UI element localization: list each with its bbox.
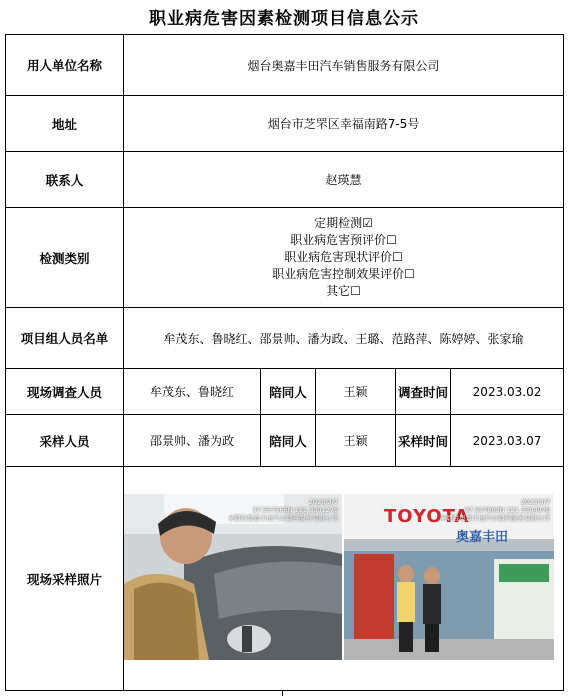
dealership-sign-cn: 奥嘉丰田	[456, 530, 509, 545]
photos-strip	[124, 494, 564, 660]
row-category	[6, 208, 564, 308]
category-label: 检测类别	[6, 208, 124, 308]
address-value: 烟台市芝罘区幸福南路7-5号	[124, 96, 564, 152]
page-edge-mark	[282, 690, 283, 696]
survey-accompany-value: 王颖	[316, 369, 396, 415]
photos-cell	[124, 467, 564, 691]
row-sampling	[6, 415, 564, 467]
dealership-sign-latin: TOYOTA	[384, 506, 470, 527]
survey-time-value: 2023.03.02	[451, 369, 564, 415]
row-contact	[6, 152, 564, 208]
photo-right-company: #烟台奥嘉丰田汽车销售服务有限公司	[440, 514, 550, 522]
info-table	[5, 34, 564, 691]
option-other: 其它☐	[326, 284, 361, 298]
page-title: 职业病危害因素检测项目信息公示	[149, 9, 419, 29]
photo-sampling-worker	[124, 494, 342, 660]
team-value: 牟茂东、鲁晓红、邵景帅、潘为政、王璐、范路萍、陈婷婷、张家瑜	[124, 308, 564, 369]
option-status-evaluation: 职业病危害现状评价☐	[284, 250, 403, 264]
category-options	[124, 208, 564, 308]
team-label: 项目组人员名单	[6, 308, 124, 369]
photo-right-date: 2023/3/7	[520, 498, 550, 506]
contact-label: 联系人	[6, 152, 124, 208]
survey-time-label: 调查时间	[396, 369, 451, 415]
row-photos	[6, 467, 564, 691]
option-control-evaluation: 职业病危害控制效果评价☐	[272, 267, 415, 281]
sampling-accompany-label: 陪同人	[261, 415, 316, 467]
survey-value: 牟茂东、鲁晓红	[124, 369, 261, 415]
photo-left-date: 2023/3/7	[308, 498, 338, 506]
employer-label: 用人单位名称	[6, 35, 124, 96]
photos-label: 现场采样照片	[6, 467, 124, 691]
employer-value: 烟台奥嘉丰田汽车销售服务有限公司	[124, 35, 564, 96]
sampling-accompany-value: 王颖	[316, 415, 396, 467]
option-pre-evaluation: 职业病危害预评价☐	[290, 233, 397, 247]
row-survey	[6, 369, 564, 415]
photo-right-coords: 37.557883N 121.330497E	[464, 506, 550, 514]
survey-label: 现场调查人员	[6, 369, 124, 415]
row-team	[6, 308, 564, 369]
contact-value: 赵瑛慧	[124, 152, 564, 208]
photo-dealership-front	[344, 494, 554, 660]
option-periodic: 定期检测☑	[314, 216, 373, 230]
sampling-time-label: 采样时间	[396, 415, 451, 467]
row-address	[6, 96, 564, 152]
row-employer	[6, 35, 564, 96]
address-label: 地址	[6, 96, 124, 152]
photo-left-coords: 37.557565N 121.330127E	[252, 506, 338, 514]
photo-right-stamp	[441, 498, 550, 522]
survey-accompany-label: 陪同人	[261, 369, 316, 415]
photo-left-stamp	[229, 498, 338, 522]
photo-left-company: #烟台奥嘉丰田汽车销售服务有限公司	[228, 514, 338, 522]
sampling-value: 邵景帅、潘为政	[124, 415, 261, 467]
sampling-label: 采样人员	[6, 415, 124, 467]
sampling-time-value: 2023.03.07	[451, 415, 564, 467]
